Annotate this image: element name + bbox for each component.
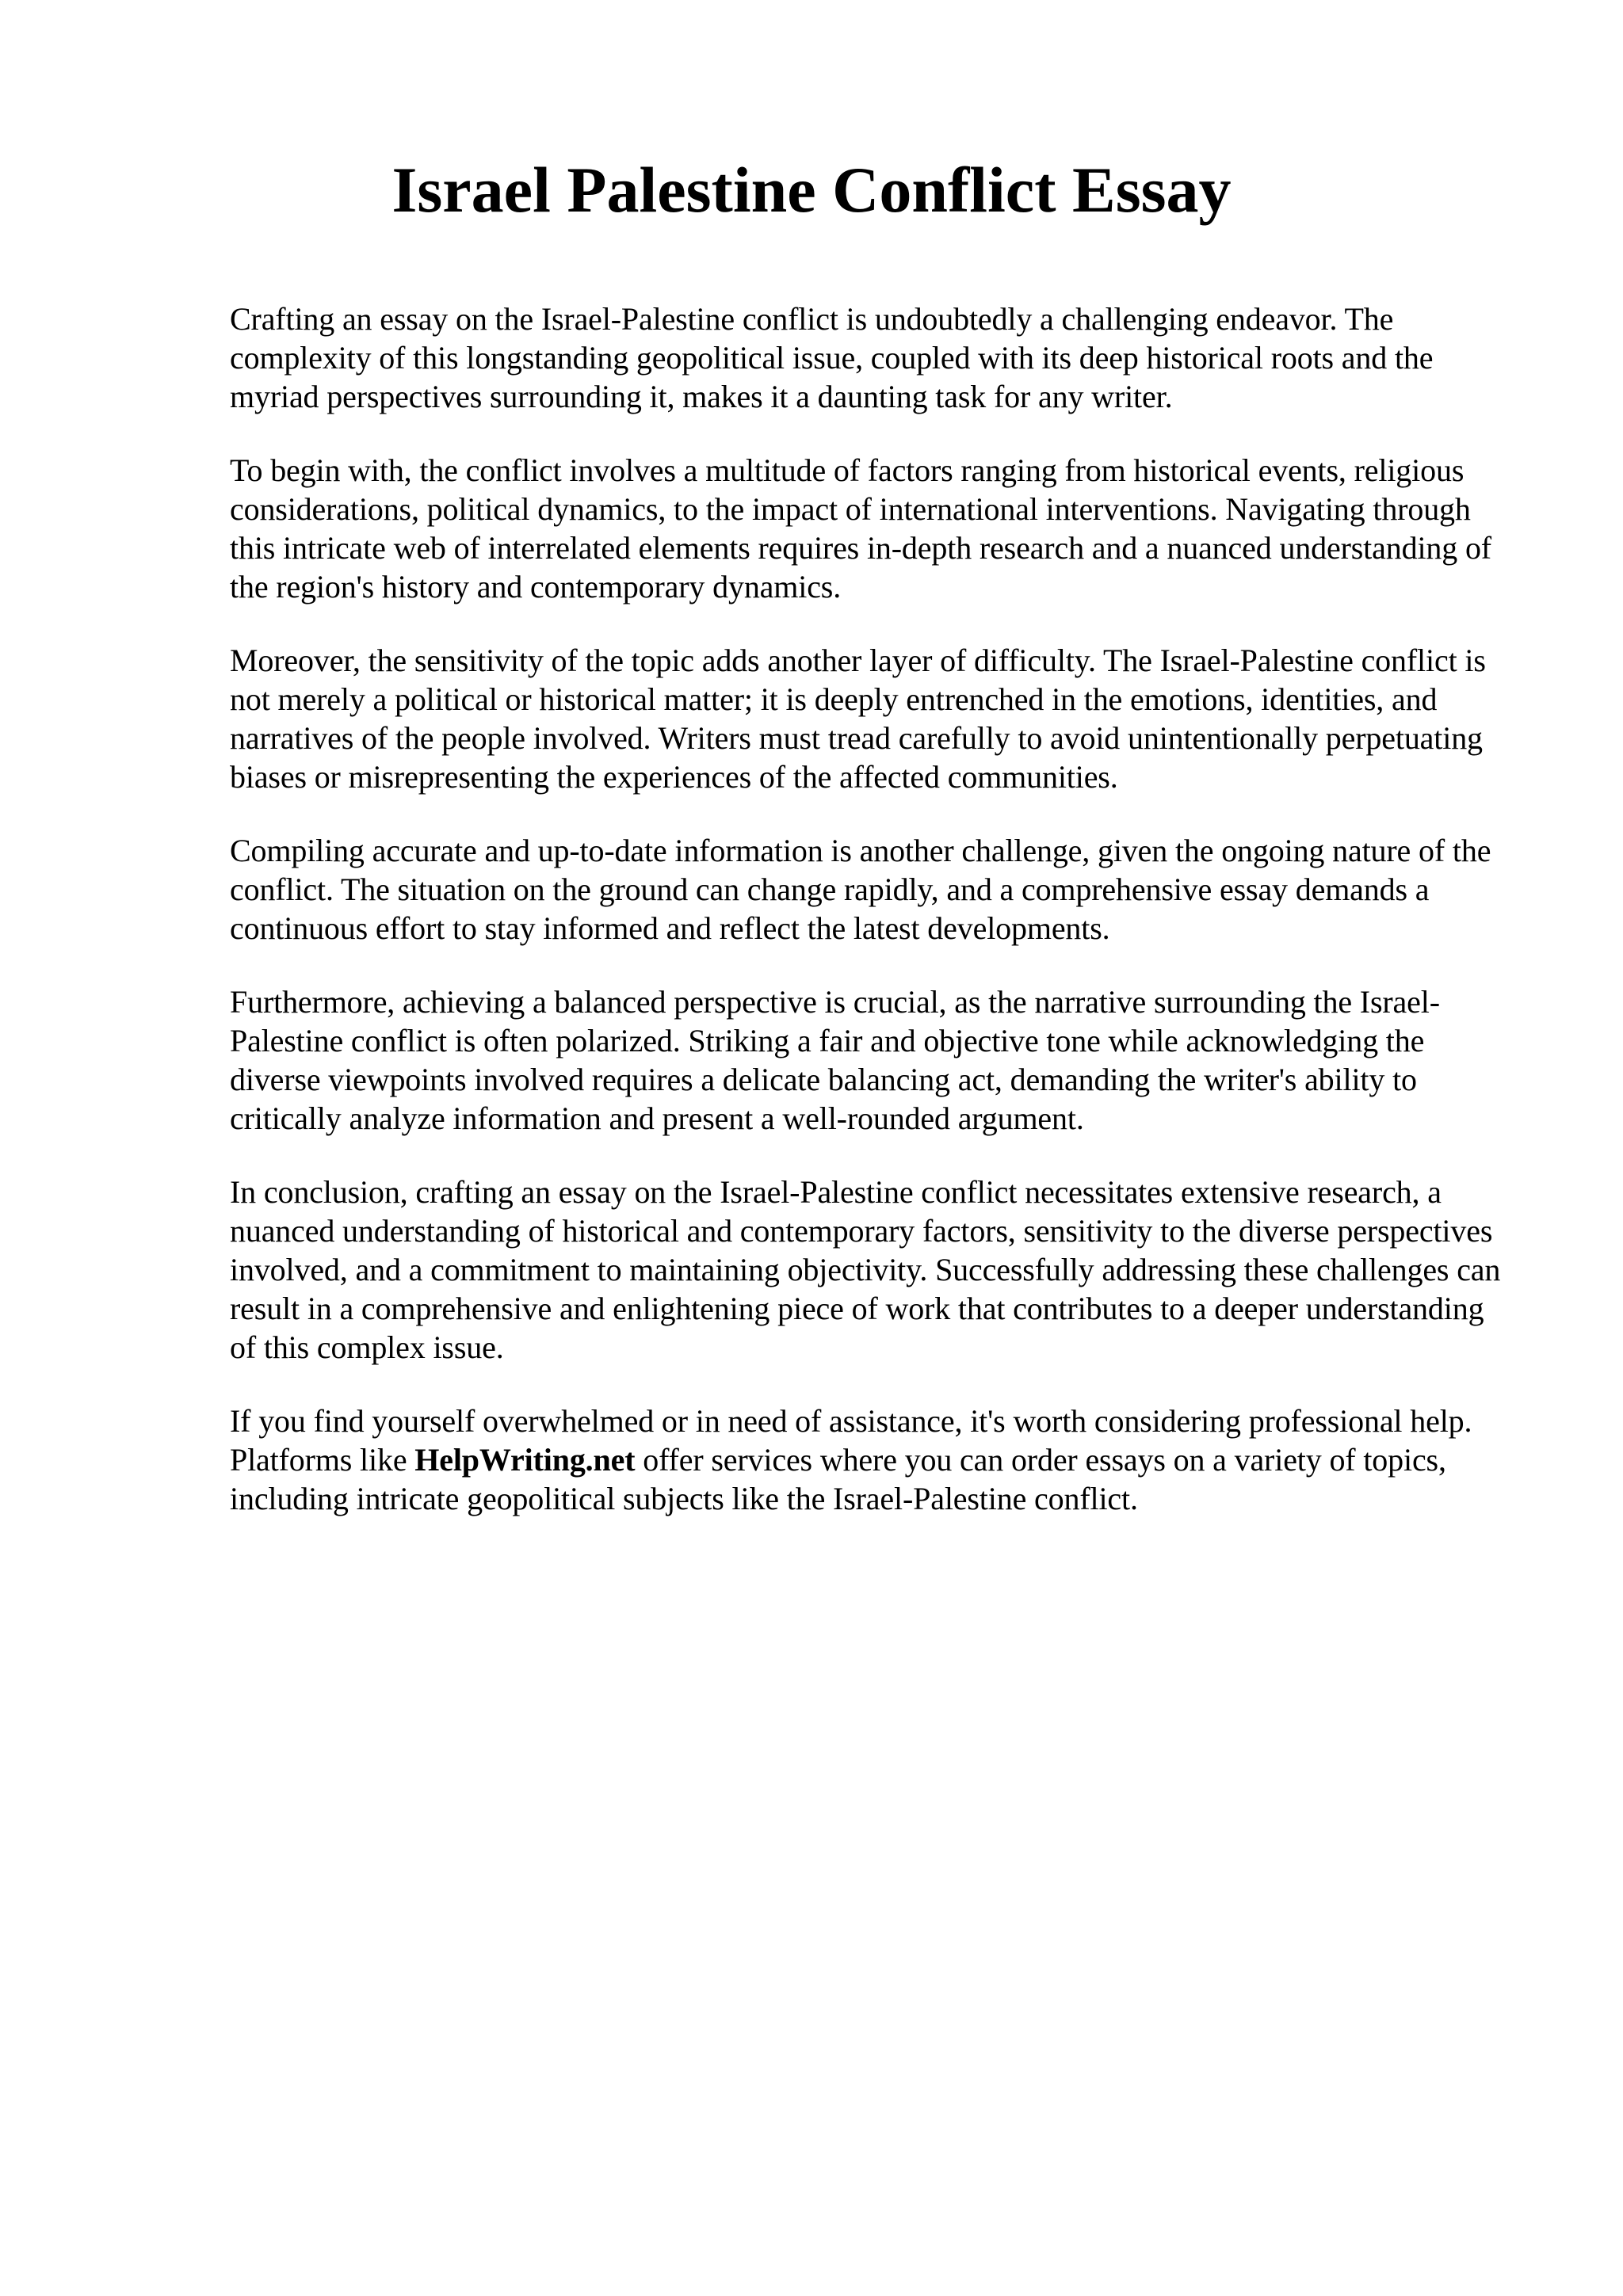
helpwriting-brand: HelpWriting.net [414,1442,636,1478]
document-title: Israel Palestine Conflict Essay [391,154,1232,226]
paragraph-conclusion: In conclusion, crafting an essay on the Israel-Palestine conflict necessitates extensive research, a nuanced understanding of historical and contemporary factors, sensitivity to the diverse perspectives involved, and a commitment to maintaining objectivity. Successfully addressing these challenges can result in a comprehensive and enlightening piece of work that contributes to a deeper understanding of this complex issue. [230,1174,1501,1365]
paragraph-intro: Crafting an essay on the Israel-Palestine conflict is undoubtedly a challenging endeavor. The complexity of this longstanding geopolitical issue, coupled with its deep historical roots and the myriad perspectives surrounding it, makes it a daunting task for any writer. [230,301,1434,414]
paragraph-closing [230,1402,1514,1518]
closing-text-after: offer services where you can order essays on a variety of topics, including intricate geopolitical subjects like the Israel-Palestine conflict. [230,1442,1446,1516]
closing-text-before: If you find yourself overwhelmed or in need of assistance, it's worth considering professional help. Platforms like [230,1403,1472,1478]
document-body [230,299,1514,1553]
paragraph-factors: To begin with, the conflict involves a multitude of factors ranging from historical events, religious considerations, political dynamics, to the impact of international interventions. Navigating through this intricate web of interrelated elements requires in-depth research and a nuanced understanding of the region's history and contemporary dynamics. [230,452,1491,605]
paragraph-balance: Furthermore, achieving a balanced perspective is crucial, as the narrative surrounding the Israel-Palestine conflict is often polarized. Striking a fair and objective tone while acknowledging the diverse viewpoints involved requires a delicate balancing act, demanding the writer's ability to critically analyze information and present a well-rounded argument. [230,984,1440,1136]
paragraph-sensitivity: Moreover, the sensitivity of the topic adds another layer of difficulty. The Israel-Palestine conflict is not merely a political or historical matter; it is deeply entrenched in the emotions, identities, and narratives of the people involved. Writers must tread carefully to avoid unintentionally perpetuating biases or misrepresenting the experiences of the affected communities. [230,643,1486,795]
paragraph-information: Compiling accurate and up-to-date information is another challenge, given the ongoing nature of the conflict. The situation on the ground can change rapidly, and a comprehensive essay demands a continuous effort to stay informed and reflect the latest developments. [230,833,1491,946]
